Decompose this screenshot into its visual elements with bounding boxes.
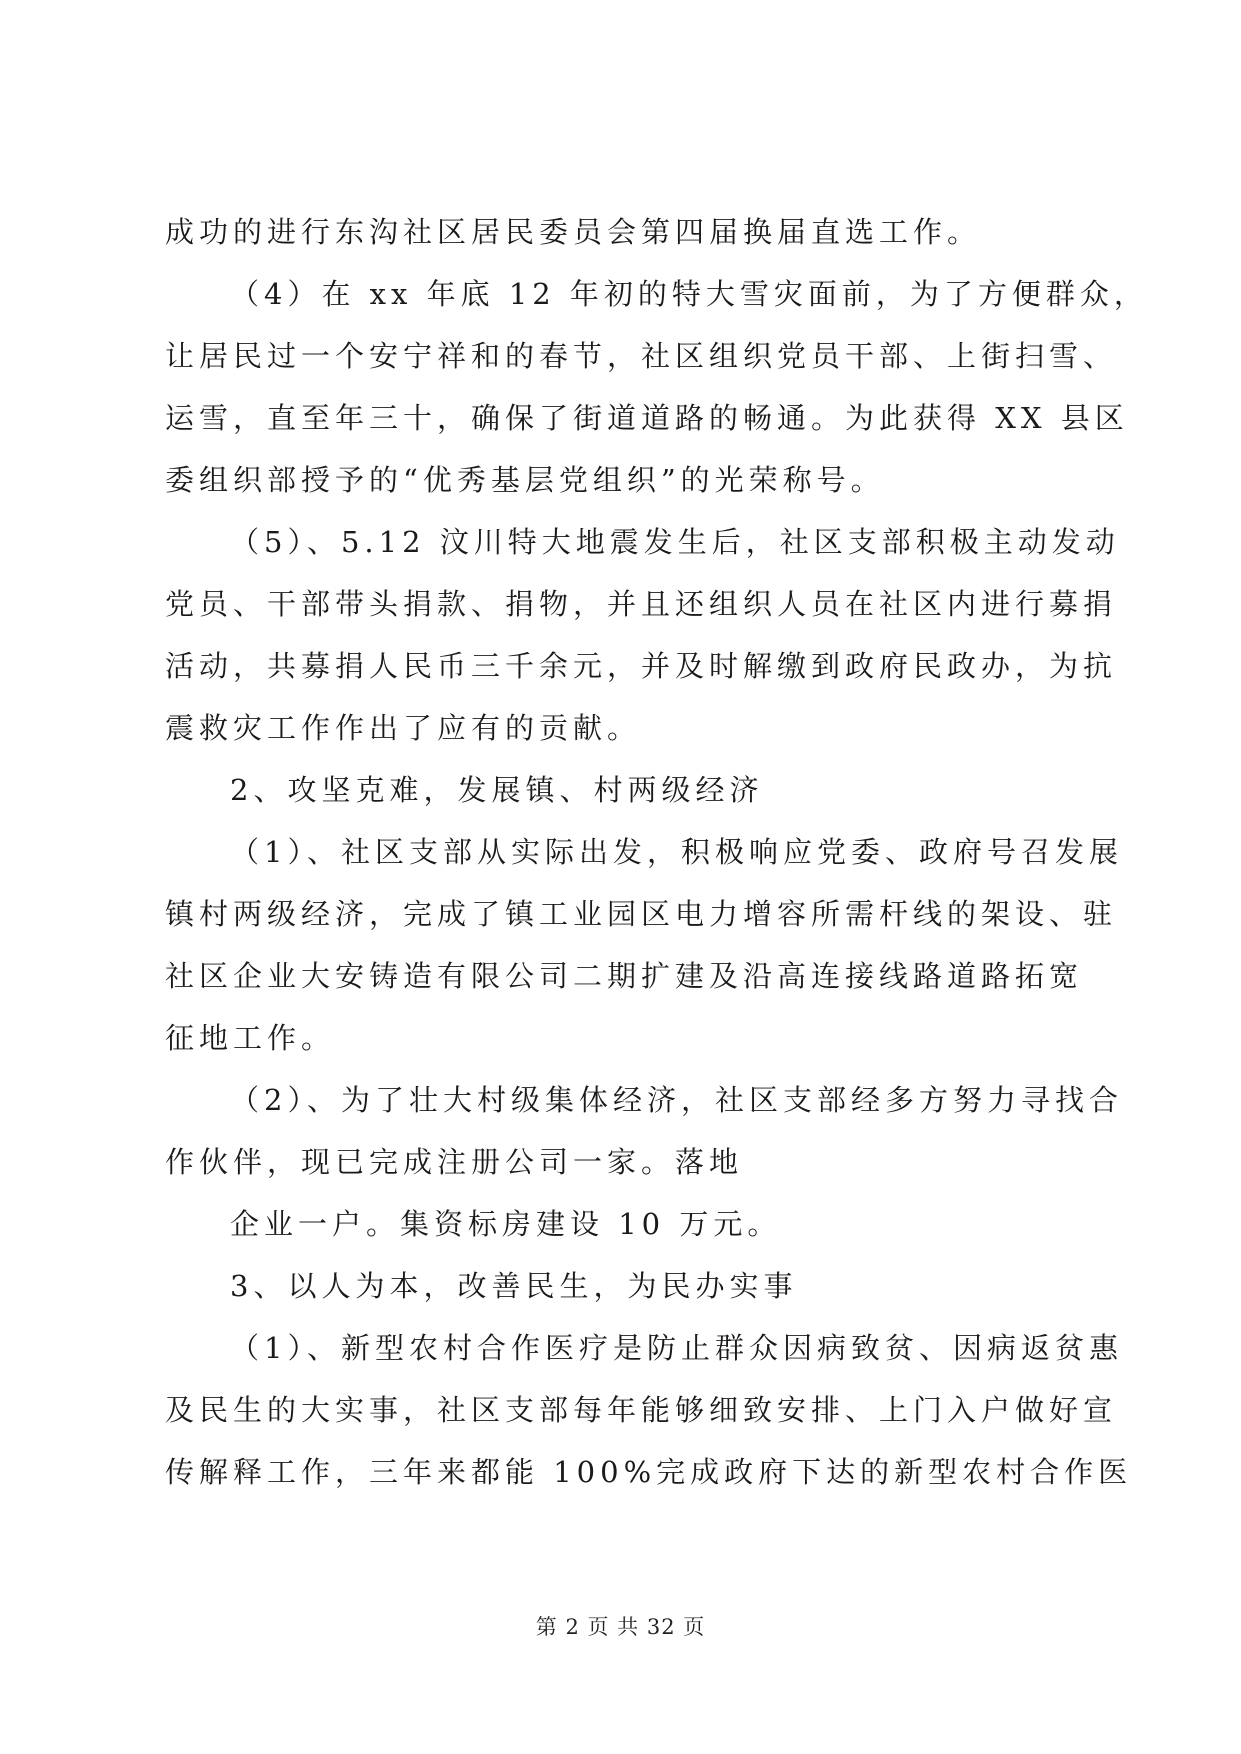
body-line: 镇村两级经济，完成了镇工业园区电力增容所需杆线的架设、驻 <box>165 897 1118 931</box>
body-line: 活动，共募捐人民币三千余元，并及时解缴到政府民政办，为抗 <box>165 649 1118 683</box>
body-line: 作伙伴，现已完成注册公司一家。落地 <box>165 1145 744 1179</box>
body-line: 震救灾工作作出了应有的贡献。 <box>165 711 642 745</box>
body-line: 让居民过一个安宁祥和的春节，社区组织党员干部、上街扫雪、 <box>165 339 1118 373</box>
body-line: （2）、为了壮大村级集体经济，社区支部经多方努力寻找合 <box>230 1083 1123 1117</box>
body-line: （4）在 xx 年底 12 年初的特大雪灾面前，为了方便群众， <box>230 277 1148 311</box>
body-line: 运雪，直至年三十，确保了街道道路的畅通。为此获得 XX 县区 <box>165 401 1129 435</box>
body-line: 党员、干部带头捐款、捐物，并且还组织人员在社区内进行募捐 <box>165 587 1118 621</box>
body-line: （1）、社区支部从实际出发，积极响应党委、政府号召发展 <box>230 835 1123 869</box>
body-line: 委组织部授予的“优秀基层党组织”的光荣称号。 <box>165 463 885 497</box>
section-heading: 3、以人为本，改善民生，为民办实事 <box>230 1269 798 1303</box>
page-number-footer: 第 2 页 共 32 页 <box>535 1615 706 1639</box>
section-heading: 2、攻坚克难，发展镇、村两级经济 <box>230 773 764 807</box>
body-line: 企业一户。集资标房建设 10 万元。 <box>230 1207 782 1241</box>
body-line: （1）、新型农村合作医疗是防止群众因病致贫、因病返贫惠 <box>230 1331 1123 1365</box>
body-line: （5）、5.12 汶川特大地震发生后，社区支部积极主动发动 <box>230 525 1120 559</box>
body-line: 社区企业大安铸造有限公司二期扩建及沿高连接线路道路拓宽 <box>165 959 1084 993</box>
body-line: 及民生的大实事，社区支部每年能够细致安排、上门入户做好宣 <box>165 1393 1118 1427</box>
body-line: 征地工作。 <box>165 1021 336 1055</box>
body-line: 传解释工作，三年来都能 100%完成政府下达的新型农村合作医 <box>165 1455 1133 1489</box>
body-line: 成功的进行东沟社区居民委员会第四届换届直选工作。 <box>165 215 982 249</box>
